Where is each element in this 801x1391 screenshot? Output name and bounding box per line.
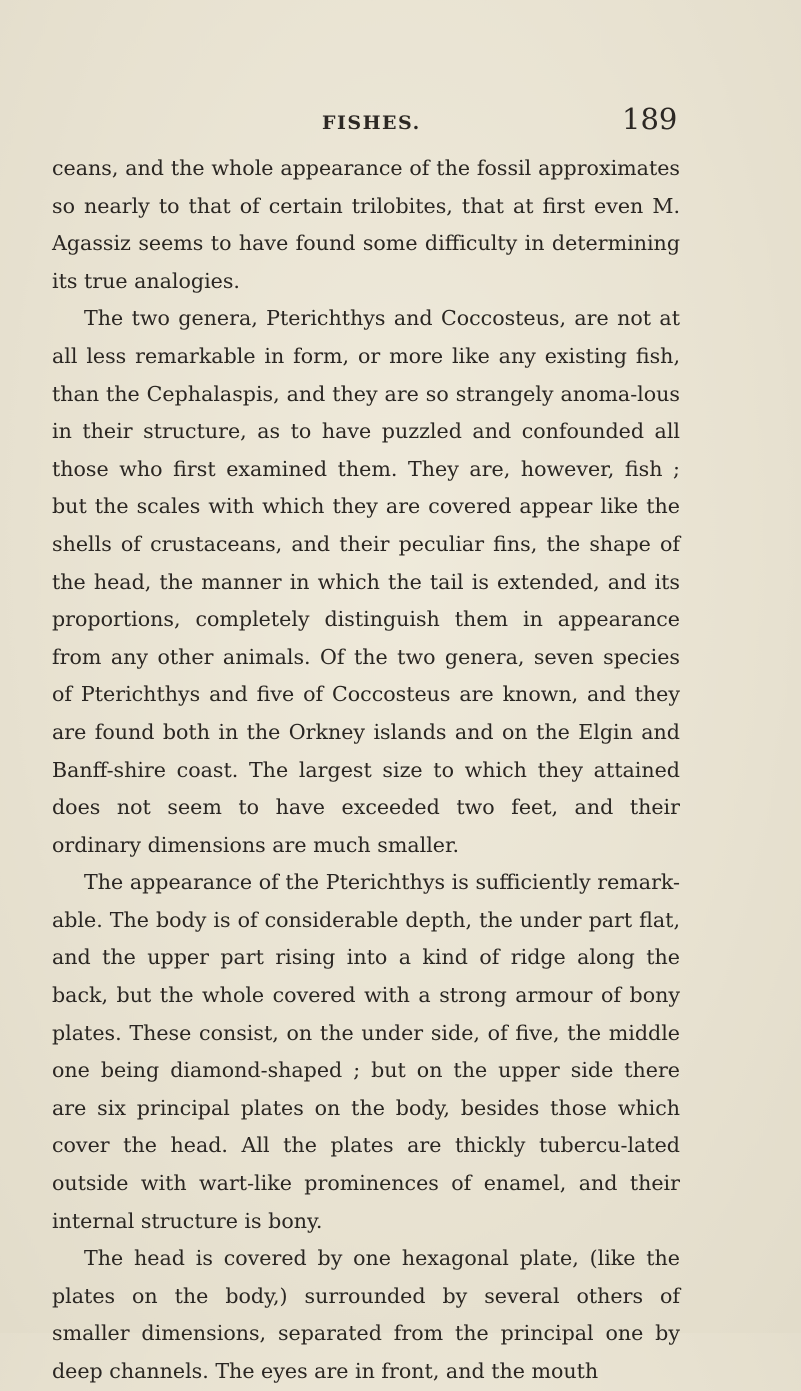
- page-number: 189: [622, 102, 678, 136]
- paragraph-head-description: The head is covered by one hexagonal plate, (like the plates on the body,) surrounded by several others of smaller dimensions, separated from the principal one by deep channels. The eyes are in front, and the mouth: [52, 1246, 680, 1383]
- page-header: [0, 102, 801, 142]
- paragraph-continued: ceans, and the whole appearance of the fossil approximates so nearly to that of certain trilobites, that at first even M. Agassiz seems to have found some difficulty in determining its true analogies.: [52, 156, 680, 293]
- paragraph-pterichthys-appearance: The appearance of the Pterichthys is sufficiently remark-able. The body is of considerable depth, the under part flat, and the upper part rising into a kind of ridge along the back, but the whole covered with a strong armour of bony plates. These consist, on the under side, of five, the middle one being diamond-shaped ; but on the upper side there are six principal plates on the body, besides those which cover the head. All the plates are thickly tubercu-lated outside with wart-like prominences of enamel, and their internal structure is bony.: [52, 870, 680, 1233]
- paragraph-pterichthys-coccosteus: The two genera, Pterichthys and Coccosteus, are not at all less remarkable in form, or more like any existing fish, than the Cephalaspis, and they are so strangely anoma-lous in their structure, as to have puzzled and confounded all those who first examined them. They are, however, fish ; but the scales with which they are covered appear like the shells of crustaceans, and their peculiar fins, the shape of the head, the manner in which the tail is extended, and its proportions, completely distinguish them in appearance from any other animals. Of the two genera, seven species of Pterichthys and five of Coccosteus are known, and they are found both in the Orkney islands and on the Elgin and Banff-shire coast. The largest size to which they attained does not seem to have exceeded two feet, and their ordinary dimensions are much smaller.: [52, 306, 680, 857]
- running-title: FISHES.: [322, 112, 421, 134]
- body-text: [52, 150, 680, 1391]
